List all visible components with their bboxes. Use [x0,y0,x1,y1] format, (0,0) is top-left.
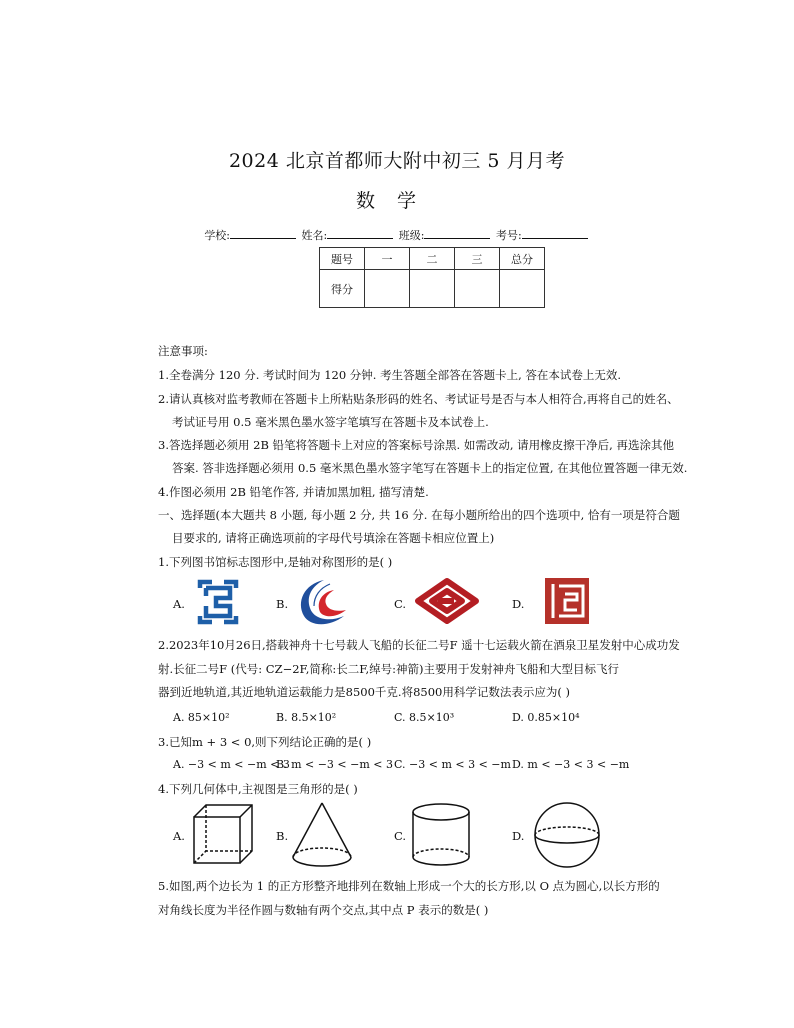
exam-no-label: 考号: [495,229,522,242]
q2-line-1: 2.2023年10月26日,搭载神舟十七号载人飞船的长征二号F 遥十七运载火箭在酒泉卫星发射中心成功发 [158,638,680,652]
q2-line-3: 器到近地轨道,其近地轨道运载能力是8500千克.将8500用科学记数法表示应为( ) [158,685,570,699]
score-cell: 得分 [320,270,365,308]
library-logo-b-icon [294,576,350,628]
subject-title: 数学 [355,190,438,212]
score-cell: 三 [455,248,500,270]
q1-option-a-label[interactable]: A. [173,597,185,611]
note-1: 1.全卷满分 120 分. 考试时间为 120 分钟. 考生答题全部答在答题卡上, 答在本试卷上无效. [158,368,622,382]
q1-option-c-label[interactable]: C. [394,597,407,611]
q3-option-b[interactable]: B. m < −3 < −m < 3 [276,758,393,771]
score-table-score-row [320,270,545,308]
cube-icon [192,803,254,865]
q1-option-d-label[interactable]: D. [512,597,525,611]
note-3: 3.答选择题必须用 2B 铅笔将答题卡上对应的答案标号涂黑. 如需改动, 请用橡皮擦干净后, 再选涂其他 [158,438,674,452]
q3-option-c[interactable]: C. −3 < m < 3 < −m [394,758,511,771]
q5-line-2: 对角线长度为半径作圆与数轴有两个交点,其中点 P 表示的数是( ) [158,903,489,917]
q5-line-1: 5.如图,两个边长为 1 的正方形整齐地排列在数轴上形成一个大的长方形,以 O 点为圆心,以长方形的 [158,879,660,893]
q2-option-a[interactable]: A. 85×10² [173,711,230,724]
q3-option-d[interactable]: D. m < −3 < 3 < −m [512,758,630,771]
school-label: 学校: [204,229,231,242]
section-1-heading: 一、选择题(本大题共 8 小题, 每小题 2 分, 共 16 分. 在每小题所给出的四个选项中, 恰有一项是符合题 [158,508,680,522]
school-blank[interactable] [230,228,296,239]
score-cell-input[interactable] [410,270,455,308]
name-label: 姓名: [301,229,328,242]
library-logo-d-icon [543,576,591,626]
page-title: 2024 北京首都师大附中初三 5 月月考 [228,150,566,172]
score-cell: 二 [410,248,455,270]
q2-option-d[interactable]: D. 0.85×10⁴ [512,711,580,724]
exam-no-blank[interactable] [522,228,588,239]
score-table-header-row [320,248,545,270]
q4-option-c-label[interactable]: C. [394,829,407,843]
cone-icon [290,801,354,869]
q3-stem: 3.已知m + 3 < 0,则下列结论正确的是( ) [158,735,372,749]
score-cell: 总分 [500,248,545,270]
student-info-line [0,227,794,243]
note-2: 2.请认真核对监考教师在答题卡上所粘贴条形码的姓名、考试证号是否与本人相符合,再将自己的姓名、 [158,392,679,406]
score-cell: 题号 [320,248,365,270]
q4-stem: 4.下列几何体中,主视图是三角形的是( ) [158,782,358,796]
q1-stem: 1.下列图书馆标志图形中,是轴对称图形的是( ) [158,555,393,569]
score-table [319,247,545,308]
library-logo-c-icon [414,578,480,624]
cylinder-icon [410,801,472,869]
q4-option-a-label[interactable]: A. [173,829,185,843]
score-cell-input[interactable] [500,270,545,308]
q1-option-b-label[interactable]: B. [276,597,289,611]
q4-option-b-label[interactable]: B. [276,829,289,843]
score-cell-input[interactable] [365,270,410,308]
notes-heading: 注意事项: [158,344,208,358]
score-cell-input[interactable] [455,270,500,308]
section-1-heading-cont: 目要求的, 请将正确选项前的字母代号填涂在答题卡相应位置上) [172,531,495,545]
q2-option-c[interactable]: C. 8.5×10³ [394,711,455,724]
class-label: 班级: [398,229,425,242]
library-logo-a-icon [196,578,240,626]
q4-option-d-label[interactable]: D. [512,829,525,843]
sphere-icon [532,801,602,869]
note-3-cont: 答案. 答非选择题必须用 0.5 毫米黑色墨水签字笔写在答题卡上的指定位置, 在其他位置答题一律无效. [172,461,688,475]
q2-option-b[interactable]: B. 8.5×10² [276,711,337,724]
note-4: 4.作图必须用 2B 铅笔作答, 并请加黑加粗, 描写清楚. [158,485,429,499]
q2-line-2: 射.长征二号F (代号: CZ−2F,简称:长二F,绰号:神箭)主要用于发射神舟飞船和大型目标飞行 [158,662,619,676]
class-blank[interactable] [424,228,490,239]
note-2-cont: 考试证号用 0.5 毫米黑色墨水签字笔填写在答题卡及本试卷上. [172,415,489,429]
q3-option-a[interactable]: A. −3 < m < −m < 3 [173,758,290,771]
score-cell: 一 [365,248,410,270]
name-blank[interactable] [327,228,393,239]
